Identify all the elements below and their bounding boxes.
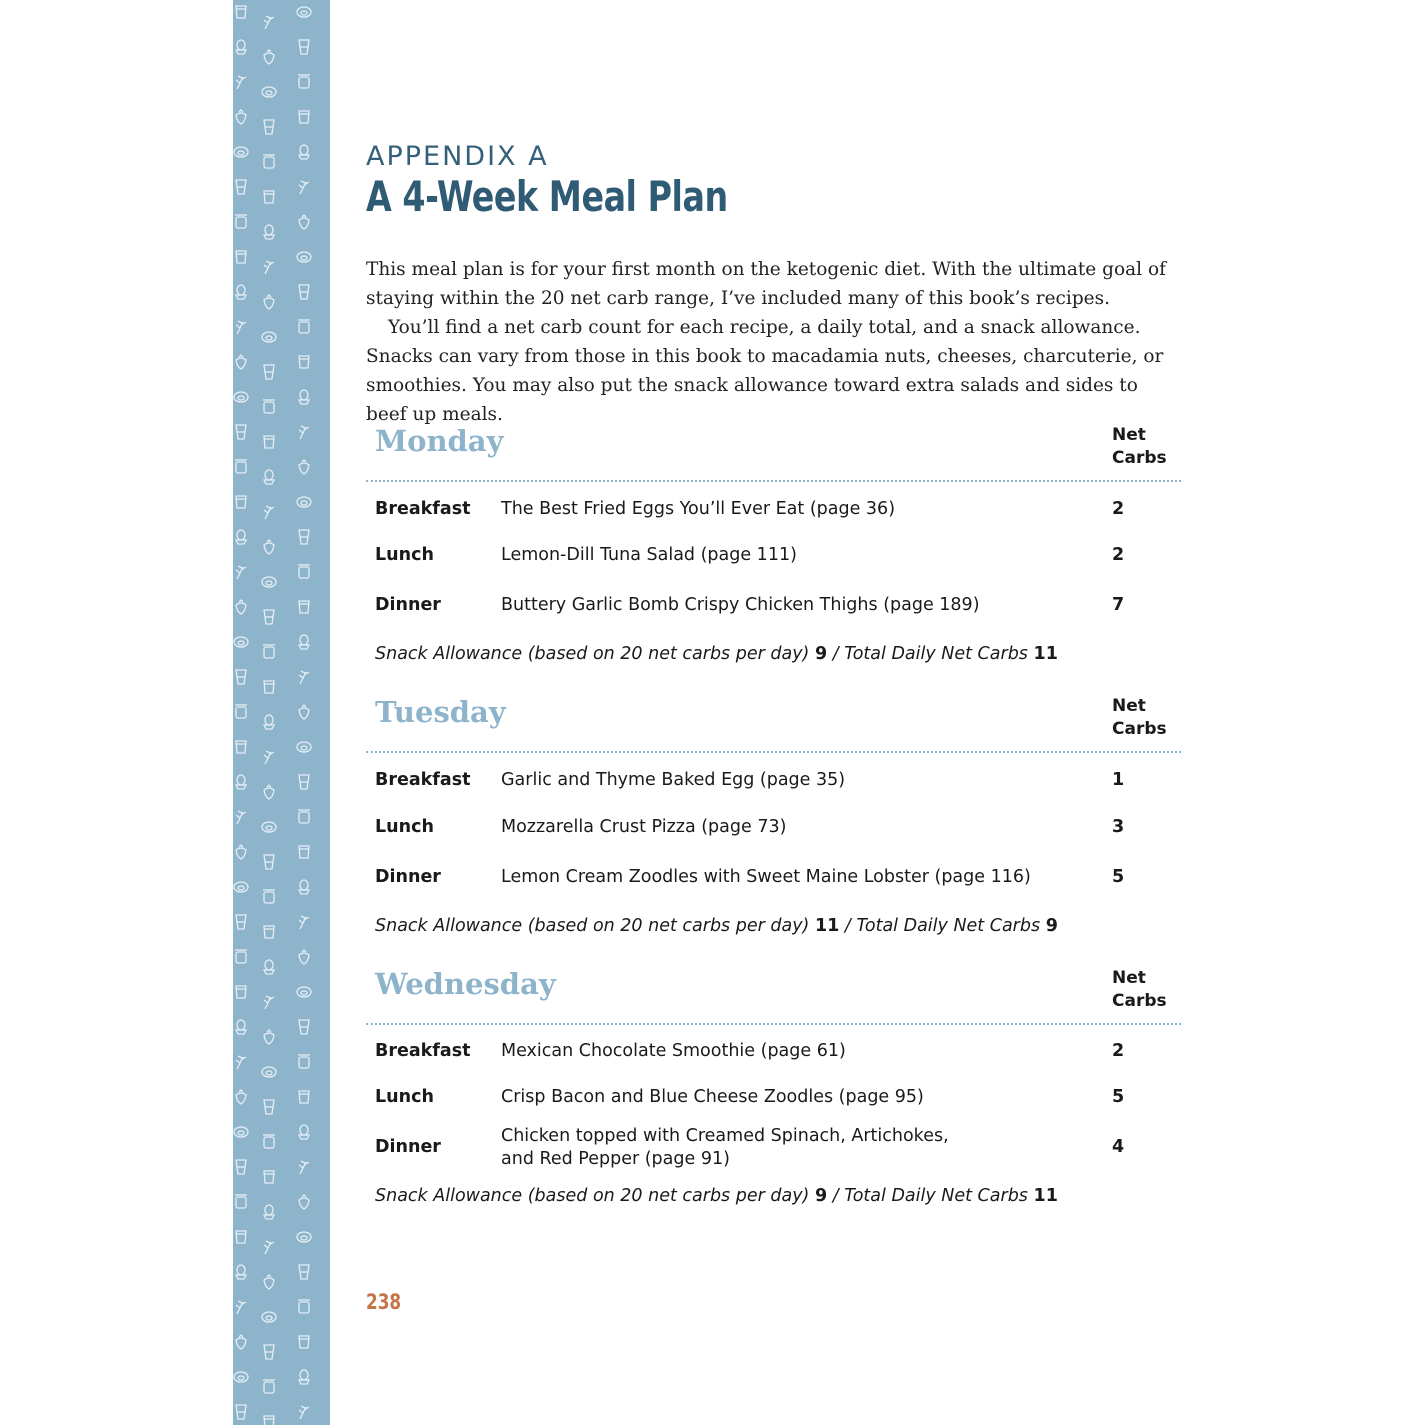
decorative-sidebar: [233, 0, 330, 1425]
herb-icon: [299, 916, 309, 929]
egg-icon: [236, 530, 246, 544]
daily-summary: [375, 644, 1058, 664]
meal-type: Breakfast: [375, 1041, 471, 1061]
meal-type: Dinner: [375, 1137, 441, 1157]
egg-icon: [236, 775, 246, 789]
meal-type: Breakfast: [375, 770, 471, 790]
glass-icon: [236, 670, 246, 684]
total-daily-label: / Total Daily Net Carbs: [844, 916, 1041, 936]
strawberry-icon: [299, 1195, 309, 1209]
jar-icon: [298, 320, 310, 333]
cup-icon: [236, 986, 246, 998]
egg-icon: [236, 1265, 246, 1279]
pig-icon: [262, 1067, 276, 1077]
glass-icon: [264, 365, 274, 379]
jar-icon: [235, 705, 247, 718]
herb-icon: [264, 506, 274, 519]
pig-icon: [234, 147, 248, 157]
cup-icon: [264, 681, 274, 693]
glass-icon: [236, 425, 246, 439]
herb-icon: [236, 76, 246, 89]
pig-icon: [234, 1372, 248, 1382]
day-header: [366, 422, 1181, 482]
herb-icon: [264, 1241, 274, 1254]
herb-icon: [236, 1301, 246, 1314]
meal-type: Dinner: [375, 595, 441, 615]
meal-row-dinner: [375, 1125, 1181, 1171]
net-carbs-header-line1: Net: [1112, 425, 1146, 445]
jar-icon: [235, 1195, 247, 1208]
meal-net-carbs: 3: [1112, 817, 1125, 837]
jar-icon: [235, 950, 247, 963]
total-daily-value: 11: [1033, 644, 1058, 664]
jar-icon: [263, 400, 275, 413]
jar-icon: [298, 565, 310, 578]
meal-net-carbs: 2: [1112, 1041, 1125, 1061]
jar-icon: [235, 215, 247, 228]
strawberry-icon: [236, 355, 246, 369]
net-carbs-header: [1112, 695, 1167, 741]
snack-allowance-label: Snack Allowance (based on 20 net carbs per day): [375, 916, 810, 936]
glass-icon: [264, 1100, 274, 1114]
day-section-monday: [366, 422, 1181, 664]
pig-icon: [297, 742, 311, 752]
jar-icon: [235, 460, 247, 473]
egg-icon: [299, 390, 309, 404]
herb-icon: [299, 1406, 309, 1419]
egg-icon: [264, 960, 274, 974]
pig-icon: [234, 882, 248, 892]
meal-net-carbs: 5: [1112, 1087, 1125, 1107]
intro-paragraph-1: This meal plan is for your first month on the ketogenic diet. With the ultimate goal of staying within the 20 net carb range, I’ve included many of this book’s recipes.: [366, 259, 1166, 309]
egg-icon: [299, 1125, 309, 1139]
cup-icon: [236, 6, 246, 18]
cup-icon: [299, 601, 309, 613]
pig-icon: [234, 637, 248, 647]
total-daily-label: / Total Daily Net Carbs: [832, 644, 1028, 664]
day-name: Wednesday: [375, 967, 556, 1001]
herb-icon: [299, 671, 309, 684]
pig-icon: [297, 7, 311, 17]
cup-icon: [264, 436, 274, 448]
glass-icon: [299, 285, 309, 299]
egg-icon: [299, 1370, 309, 1384]
strawberry-icon: [264, 50, 274, 64]
pig-icon: [234, 392, 248, 402]
strawberry-icon: [264, 540, 274, 554]
glass-icon: [264, 1345, 274, 1359]
strawberry-icon: [264, 1030, 274, 1044]
egg-icon: [299, 880, 309, 894]
herb-icon: [236, 566, 246, 579]
meal-net-carbs: 1: [1112, 770, 1125, 790]
glass-icon: [236, 1160, 246, 1174]
meal-type: Lunch: [375, 817, 434, 837]
net-carbs-header: [1112, 424, 1167, 470]
strawberry-icon: [299, 950, 309, 964]
cup-icon: [264, 1171, 274, 1183]
cup-icon: [236, 496, 246, 508]
pig-icon: [262, 332, 276, 342]
meal-dish: The Best Fried Eggs You’ll Ever Eat (page 36): [501, 499, 896, 519]
daily-summary: [375, 1186, 1058, 1206]
meal-dish: Lemon Cream Zoodles with Sweet Maine Lobster (page 116): [501, 867, 1031, 887]
pig-icon: [234, 1127, 248, 1137]
intro-text: [366, 255, 1181, 429]
meal-dish: Crisp Bacon and Blue Cheese Zoodles (page 95): [501, 1087, 924, 1107]
pig-icon: [297, 987, 311, 997]
snack-allowance-label: Snack Allowance (based on 20 net carbs per day): [375, 1186, 810, 1206]
meal-dish: Lemon-Dill Tuna Salad (page 111): [501, 545, 797, 565]
meal-net-carbs: 2: [1112, 545, 1125, 565]
day-name: Tuesday: [375, 695, 506, 729]
pig-icon: [262, 1312, 276, 1322]
egg-icon: [264, 1205, 274, 1219]
net-carbs-header: [1112, 967, 1167, 1013]
meal-net-carbs: 5: [1112, 867, 1125, 887]
cup-icon: [264, 191, 274, 203]
cup-icon: [236, 741, 246, 753]
meal-dish: Mozzarella Crust Pizza (page 73): [501, 817, 787, 837]
pig-icon: [297, 497, 311, 507]
strawberry-icon: [264, 1275, 274, 1289]
page-title: A 4-Week Meal Plan: [366, 172, 728, 221]
meal-dish: Buttery Garlic Bomb Crispy Chicken Thighs (page 189): [501, 595, 980, 615]
net-carbs-header-line2: Carbs: [1112, 719, 1167, 739]
egg-icon: [236, 40, 246, 54]
meal-type: Lunch: [375, 545, 434, 565]
glass-icon: [264, 120, 274, 134]
jar-icon: [298, 75, 310, 88]
day-name: Monday: [375, 424, 504, 458]
egg-icon: [299, 635, 309, 649]
strawberry-icon: [299, 460, 309, 474]
meal-type: Breakfast: [375, 499, 471, 519]
glass-icon: [236, 1405, 246, 1419]
appendix-label: APPENDIX A: [366, 141, 549, 172]
net-carbs-header-line1: Net: [1112, 696, 1146, 716]
pig-icon: [297, 252, 311, 262]
egg-icon: [299, 145, 309, 159]
total-daily-label: / Total Daily Net Carbs: [832, 1186, 1028, 1206]
snack-allowance-label: Snack Allowance (based on 20 net carbs per day): [375, 644, 810, 664]
net-carbs-header-line2: Carbs: [1112, 991, 1167, 1011]
herb-icon: [264, 996, 274, 1009]
egg-icon: [264, 225, 274, 239]
pig-icon: [297, 1232, 311, 1242]
snack-allowance-value: 11: [814, 916, 840, 936]
cup-icon: [264, 926, 274, 938]
meal-dish: Garlic and Thyme Baked Egg (page 35): [501, 770, 846, 790]
cup-icon: [299, 1336, 309, 1348]
strawberry-icon: [236, 110, 246, 124]
cup-icon: [299, 356, 309, 368]
jar-icon: [263, 1380, 275, 1393]
jar-icon: [298, 1055, 310, 1068]
strawberry-icon: [299, 215, 309, 229]
herb-icon: [264, 16, 274, 29]
meal-dish: Mexican Chocolate Smoothie (page 61): [501, 1041, 846, 1061]
herb-icon: [236, 321, 246, 334]
strawberry-icon: [299, 705, 309, 719]
meal-type: Dinner: [375, 867, 441, 887]
total-daily-value: 9: [1045, 916, 1058, 936]
cup-icon: [299, 846, 309, 858]
pig-icon: [262, 87, 276, 97]
herb-icon: [236, 1056, 246, 1069]
glass-icon: [299, 40, 309, 54]
jar-icon: [263, 890, 275, 903]
jar-icon: [298, 1300, 310, 1313]
snack-allowance-value: 9: [814, 644, 828, 664]
strawberry-icon: [236, 845, 246, 859]
cup-icon: [236, 251, 246, 263]
glass-icon: [299, 530, 309, 544]
egg-icon: [264, 470, 274, 484]
pig-icon: [262, 577, 276, 587]
meal-net-carbs: 7: [1112, 595, 1125, 615]
glass-icon: [236, 180, 246, 194]
jar-icon: [263, 155, 275, 168]
glass-icon: [299, 775, 309, 789]
strawberry-icon: [236, 1090, 246, 1104]
meal-net-carbs: 2: [1112, 499, 1125, 519]
herb-icon: [299, 181, 309, 194]
pig-icon: [262, 822, 276, 832]
cup-icon: [299, 1091, 309, 1103]
total-daily-value: 11: [1033, 1186, 1058, 1206]
egg-icon: [264, 715, 274, 729]
herb-icon: [236, 811, 246, 824]
strawberry-icon: [264, 295, 274, 309]
jar-icon: [263, 645, 275, 658]
snack-allowance-value: 9: [814, 1186, 828, 1206]
cup-icon: [299, 111, 309, 123]
meal-type: Lunch: [375, 1087, 434, 1107]
net-carbs-header-line2: Carbs: [1112, 448, 1167, 468]
strawberry-icon: [236, 1335, 246, 1349]
meal-net-carbs: 4: [1112, 1137, 1125, 1157]
egg-icon: [236, 1020, 246, 1034]
glass-icon: [264, 610, 274, 624]
meal-dish: Chicken topped with Creamed Spinach, Artichokes, and Red Pepper (page 91): [501, 1126, 949, 1169]
egg-icon: [236, 285, 246, 299]
glass-icon: [299, 1265, 309, 1279]
jar-icon: [263, 1135, 275, 1148]
food-icon-pattern: [233, 0, 330, 1425]
day-header: [366, 693, 1181, 753]
herb-icon: [264, 261, 274, 274]
herb-icon: [299, 1161, 309, 1174]
glass-icon: [236, 915, 246, 929]
net-carbs-header-line1: Net: [1112, 968, 1146, 988]
daily-summary: [375, 916, 1058, 936]
herb-icon: [264, 751, 274, 764]
day-header: [366, 965, 1181, 1025]
page-number: 238: [366, 1290, 402, 1314]
cup-icon: [264, 1416, 274, 1425]
herb-icon: [299, 426, 309, 439]
intro-paragraph-2: You’ll find a net carb count for each recipe, a daily total, and a snack allowance. Snacks can vary from those in this book to macadamia nuts, cheeses, charcuterie, or smoothies. You may also put the snack allowance toward extra salads and sides to beef up meals.: [366, 317, 1164, 425]
day-section-wednesday: [366, 965, 1181, 1206]
strawberry-icon: [264, 785, 274, 799]
cup-icon: [236, 1231, 246, 1243]
glass-icon: [299, 1020, 309, 1034]
day-section-tuesday: [366, 693, 1181, 936]
jar-icon: [298, 810, 310, 823]
glass-icon: [264, 855, 274, 869]
strawberry-icon: [236, 600, 246, 614]
